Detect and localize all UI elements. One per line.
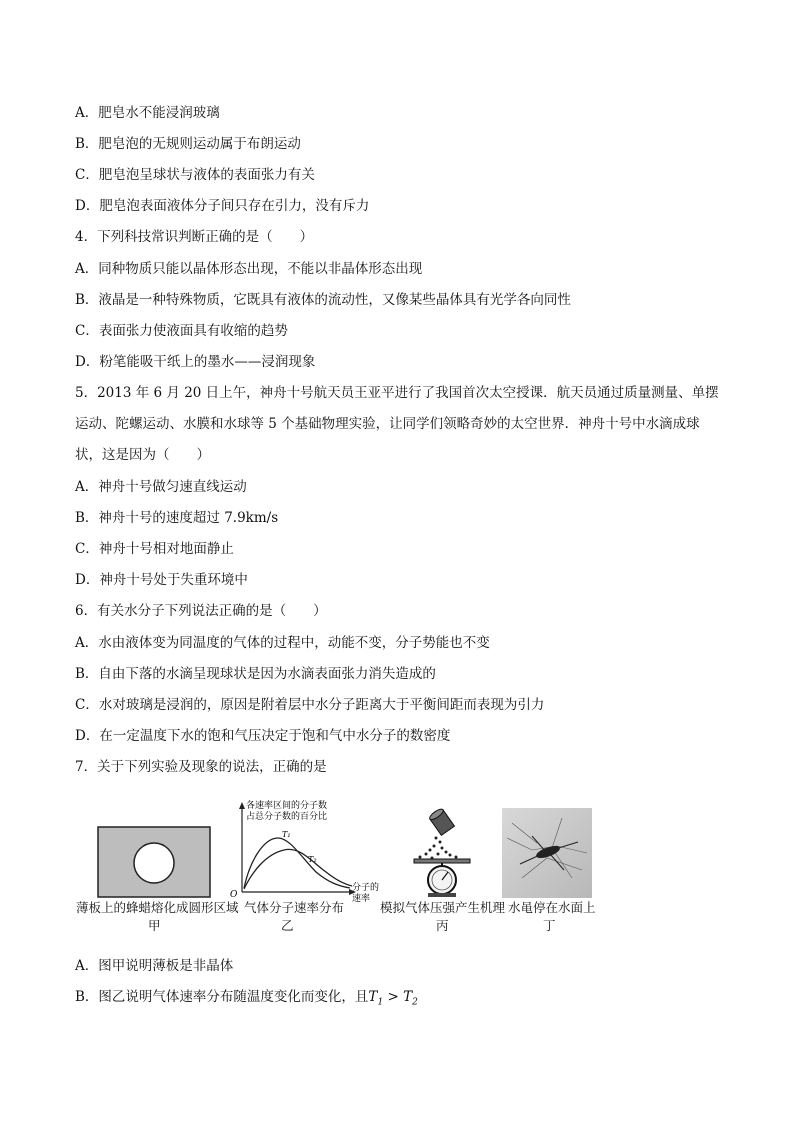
- q5-option-d: D．神舟十号处于失重环境中: [75, 572, 248, 588]
- figure-yi: [228, 800, 380, 904]
- q5-option-a: A．神舟十号做匀速直线运动: [75, 479, 247, 495]
- figure-ding-label: 丁: [543, 918, 556, 933]
- y-axis-label-2: 占总分子数的百分比: [246, 812, 328, 822]
- q5-option-c: C．神舟十号相对地面静止: [75, 541, 234, 557]
- x-axis-label-1: 分子的: [352, 883, 380, 893]
- q5-stem-line-2: 运动、陀螺运动、水膜和水球等 5 个基础物理实验，让同学们领略奇妙的太空世界．神舟十号中水滴成球: [75, 416, 700, 432]
- figure-jia-caption: 薄板上的蜂蜡熔化成圆形区域: [76, 900, 239, 915]
- scale-pan: [414, 859, 470, 863]
- q7-t2: $T_2$: [403, 989, 418, 1008]
- q6-option-d: D．在一定温度下水的饱和气压决定于饱和气中水分子的数密度: [75, 728, 451, 744]
- water-strider-photo: [502, 808, 592, 898]
- curve-t2-label: T₂: [308, 855, 317, 864]
- q7-t1: $T_1$: [368, 989, 384, 1008]
- wax-plate-diagram: [97, 826, 211, 898]
- q6-stem: 6．有关水分子下列说法正确的是（ ）: [75, 603, 327, 619]
- q6-option-c: C．水对玻璃是浸润的，原因是附着层中水分子距离大于平衡间距而表现为引力: [75, 697, 545, 713]
- pouring-cup: [428, 808, 454, 835]
- speed-distribution-graph: [228, 800, 380, 904]
- figure-bing-label: 丙: [436, 918, 449, 933]
- q6-option-b: B．自由下落的水滴呈现球状是因为水滴表面张力消失造成的: [75, 666, 436, 682]
- figure-jia: [97, 826, 211, 898]
- q5-stem-line-3: 状，这是因为（ ）: [75, 447, 210, 463]
- figure-yi-label: 乙: [281, 918, 294, 933]
- q7-gt: >: [383, 989, 404, 1005]
- y-axis-arrow: [239, 802, 245, 809]
- curve-t1-label: T₁: [282, 830, 291, 839]
- falling-beads: [419, 837, 458, 860]
- q4-option-b: B．液晶是一种特殊物质，它既具有液体的流动性，又像某些晶体具有光学各向同性: [75, 292, 571, 308]
- curve-t2: [244, 849, 352, 889]
- q6-option-a: A．水由液体变为同温度的气体的过程中，动能不变，分子势能也不变: [75, 635, 490, 651]
- q3-option-b: B．肥皂泡的无规则运动属于布朗运动: [75, 136, 301, 152]
- q7-stem: 7．关于下列实验及现象的说法，正确的是: [75, 759, 327, 775]
- q4-option-d: D．粉笔能吸干纸上的墨水——浸润现象: [75, 354, 316, 370]
- q3-option-a: A．肥皂水不能浸润玻璃: [75, 105, 220, 121]
- q3-option-d: D．肥皂泡表面液体分子间只存在引力，没有斥力: [75, 198, 370, 214]
- melted-wax-circle: [134, 843, 174, 883]
- q4-option-c: C．表面张力使液面具有收缩的趋势: [75, 323, 288, 339]
- figure-bing: [408, 808, 478, 898]
- figure-ding: [502, 808, 592, 898]
- q5-option-b: B．神舟十号的速度超过 7.9km/s: [75, 510, 279, 526]
- figure-jia-label: 甲: [148, 918, 161, 933]
- figure-yi-caption: 气体分子速率分布: [244, 900, 345, 915]
- q7-option-a: A．图甲说明薄板是非晶体: [75, 958, 234, 974]
- x-axis-label-2: 速率: [352, 894, 371, 904]
- origin-label: O: [230, 890, 238, 900]
- figure-bing-caption: 模拟气体压强产生机理: [380, 900, 506, 915]
- y-axis-label-1: 各速率区间的分子数: [246, 801, 328, 811]
- q5-stem-line-1: 5．2013 年 6 月 20 日上午，神舟十号航天员王亚平进行了我国首次太空授课．航天员通过质量测量、单摆: [75, 385, 719, 401]
- figure-ding-caption: 水黾停在水面上: [508, 900, 596, 915]
- pressure-simulation-image: [408, 808, 478, 898]
- curve-t1: [244, 838, 350, 888]
- q3-option-c: C．肥皂泡呈球状与液体的表面张力有关: [75, 167, 315, 183]
- q4-option-a: A．同种物质只能以晶体形态出现，不能以非晶体形态出现: [75, 261, 423, 277]
- q7-option-b: [75, 988, 418, 1012]
- q4-stem: 4．下列科技常识判断正确的是（ ）: [75, 229, 314, 245]
- q7-option-b-text: B．图乙说明气体速率分布随温度变化而变化，且: [75, 989, 369, 1005]
